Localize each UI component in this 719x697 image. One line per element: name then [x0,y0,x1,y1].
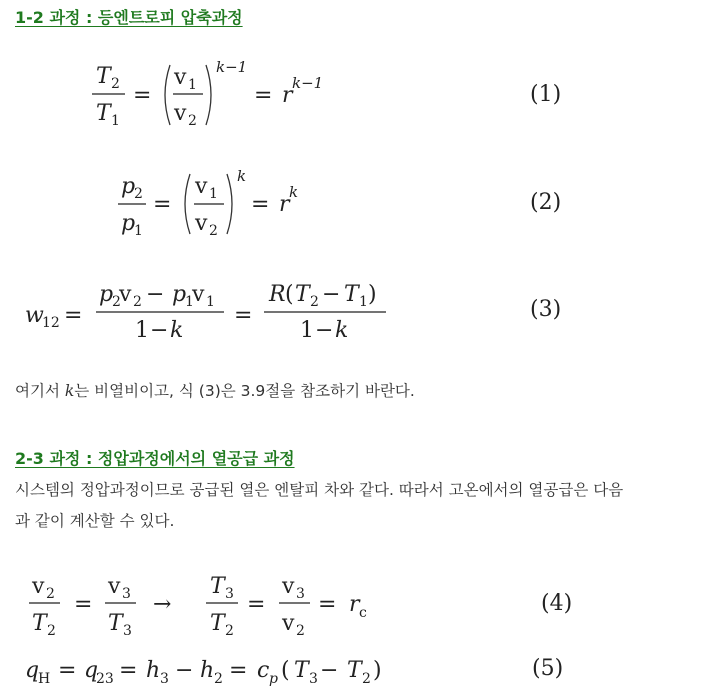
svg-text:v: v [282,611,295,636]
svg-text:(: ( [281,658,290,683]
svg-text:12: 12 [42,315,60,331]
svg-text:23: 23 [96,671,114,687]
svg-text:T: T [294,658,309,683]
svg-text:T: T [96,64,111,89]
equation-4 [29,574,572,639]
svg-text:v: v [282,574,295,599]
svg-text:v: v [119,282,132,307]
svg-text:r: r [349,592,360,617]
svg-text:T: T [210,611,225,636]
svg-text:T: T [210,574,225,599]
svg-text:v: v [192,282,205,307]
svg-text:1: 1 [188,77,197,93]
svg-text:p: p [172,282,187,307]
svg-text:3: 3 [122,586,131,602]
svg-text:1: 1 [134,223,143,239]
svg-text:3: 3 [123,623,132,639]
svg-text:−: − [175,658,194,683]
svg-text:2: 2 [111,76,120,92]
svg-text:3: 3 [225,586,234,602]
svg-text:2: 2 [209,223,218,239]
svg-text:=: = [251,192,270,217]
svg-text:2: 2 [133,294,142,310]
svg-text:r: r [282,83,293,108]
paragraph-line-2: 과 같이 계산할 수 있다. [15,512,175,530]
svg-text:=: = [234,303,253,328]
svg-text:): ) [368,282,377,307]
svg-text:=: = [64,303,83,328]
note-k: k [64,382,75,400]
svg-text:=: = [229,658,248,683]
svg-text:=: = [133,83,152,108]
svg-text:c: c [359,605,367,621]
equation-number-5: (5) [532,656,564,681]
svg-text:h: h [146,658,161,683]
svg-text:k: k [289,183,299,201]
equation-number-4: (4) [541,591,573,616]
note-post: 는 비열비이고, 식 (3)은 3.9절을 참조하기 바란다. [74,382,415,400]
svg-text:v: v [174,65,187,90]
svg-text:2: 2 [46,586,55,602]
svg-text:w: w [25,303,44,328]
svg-text:k−1: k−1 [216,58,248,76]
svg-text:H: H [38,671,51,687]
equation-3 [25,282,561,343]
svg-text:q: q [25,658,40,683]
svg-text:=: = [254,83,273,108]
svg-text:2: 2 [134,186,143,202]
svg-text:): ) [373,658,382,683]
svg-text:3: 3 [160,671,169,687]
svg-text:p: p [99,282,114,307]
svg-text:3: 3 [296,586,305,602]
svg-text:R: R [269,282,286,307]
svg-text:k: k [237,167,247,185]
svg-text:=: = [74,592,93,617]
svg-text:1: 1 [359,294,368,310]
svg-text:T: T [295,282,310,307]
svg-text:−: − [146,282,165,307]
svg-text:T: T [108,611,123,636]
svg-text:2: 2 [310,294,319,310]
svg-text:=: = [119,658,138,683]
svg-text:2: 2 [188,113,197,129]
svg-text:v: v [32,574,45,599]
svg-text:p: p [121,174,136,199]
svg-text:−: − [322,282,341,307]
svg-text:1: 1 [206,294,215,310]
svg-text:=: = [318,592,337,617]
svg-text:T: T [347,658,362,683]
svg-text:k−1: k−1 [292,74,324,92]
svg-text:k: k [170,318,184,343]
paragraph-note [15,376,415,407]
section-heading-2-3: 2-3 과정 : 정압과정에서의 열공급 과정 [15,449,295,468]
svg-text:=: = [153,192,172,217]
svg-text:−: − [320,658,339,683]
svg-text:T: T [344,282,359,307]
svg-text:v: v [174,101,187,126]
equation-5 [25,656,563,687]
section-heading-1-2: 1-2 과정 : 등엔트로피 압축과정 [15,8,243,27]
svg-text:2: 2 [47,623,56,639]
svg-text:c: c [257,658,270,683]
svg-text:2: 2 [214,671,223,687]
svg-text:k: k [335,318,349,343]
svg-text:1: 1 [300,318,314,343]
svg-text:T: T [32,611,47,636]
svg-text:p: p [121,211,136,236]
equation-number-3: (3) [530,297,562,322]
svg-text:=: = [58,658,77,683]
svg-text:−: − [315,318,334,343]
svg-text:2: 2 [225,623,234,639]
svg-text:3: 3 [309,671,318,687]
equation-number-2: (2) [530,190,562,215]
svg-text:r: r [279,192,290,217]
svg-text:2: 2 [112,294,121,310]
equation-number-1: (1) [530,82,562,107]
equation-2 [118,167,561,239]
svg-text:v: v [195,174,208,199]
svg-text:v: v [108,574,121,599]
note-pre: 여기서 [15,382,65,400]
svg-text:T: T [96,101,111,126]
svg-text:1: 1 [185,294,194,310]
svg-text:(: ( [285,282,294,307]
svg-text:1: 1 [135,318,149,343]
svg-text:h: h [200,658,215,683]
paragraph-line-1: 시스템의 정압과정이므로 공급된 열은 엔탈피 차와 같다. 따라서 고온에서의 열공급은 다음 [15,481,624,499]
svg-text:v: v [195,211,208,236]
svg-text:2: 2 [296,623,305,639]
svg-text:=: = [247,592,266,617]
svg-text:q: q [84,658,99,683]
svg-text:2: 2 [362,671,371,687]
svg-text:1: 1 [111,113,120,129]
svg-text:→: → [153,592,172,617]
equation-1 [92,58,561,129]
svg-text:p: p [269,671,278,687]
svg-text:1: 1 [209,186,218,202]
svg-text:−: − [150,318,169,343]
